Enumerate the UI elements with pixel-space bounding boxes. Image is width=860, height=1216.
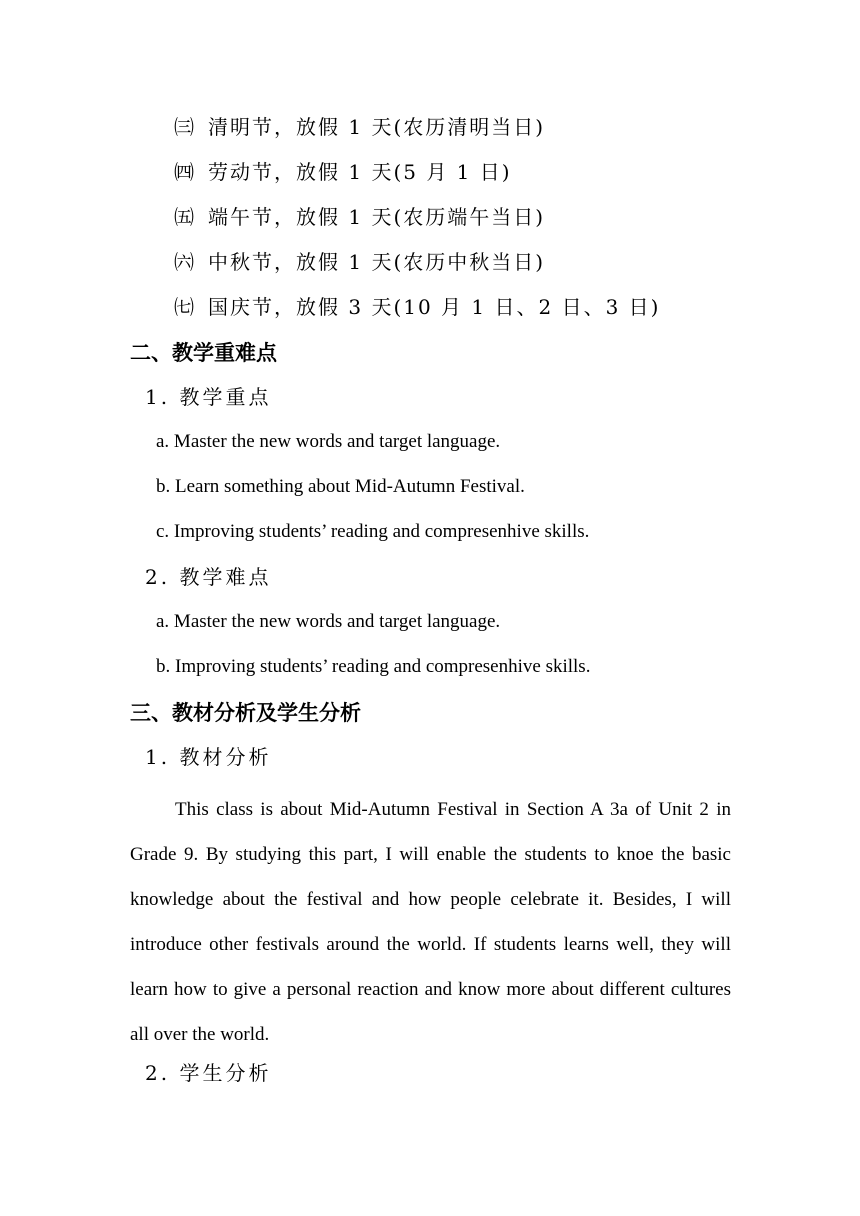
holiday-text: 端午节，放假 1 天(农历端午当日): [208, 205, 546, 229]
holiday-text: 中秋节，放假 1 天(农历中秋当日): [208, 250, 546, 274]
section-heading-analysis: 三、教材分析及学生分析: [130, 701, 361, 725]
list-item: b. Improving students’ reading and compresenhive skills.: [156, 656, 591, 677]
list-marker: ㈦: [174, 295, 196, 319]
analysis-paragraph: This class is about Mid-Autumn Festival in Section A 3a of Unit 2 in Grade 9. By studying this part, I will enable the students to knoe the basic knowledge about the festival and how people celebrate it. Besides, I will introduce other festivals around the world. If students learns well, they will learn how to give a personal reaction and know more about different cultures all over the world.: [130, 799, 731, 1045]
list-item: b. Learn something about Mid-Autumn Festival.: [156, 476, 525, 497]
subheading-focus: 1. 教学重点: [145, 385, 272, 409]
holiday-item: [174, 202, 545, 232]
subheading-student-analysis: 2. 学生分析: [145, 1061, 272, 1085]
list-marker: ㈤: [174, 205, 196, 229]
list-item: a. Master the new words and target language.: [156, 431, 501, 452]
list-marker: ㈢: [174, 115, 196, 139]
list-item: a. Master the new words and target language.: [156, 611, 501, 632]
section-heading-key-points: 二、教学重难点: [130, 341, 277, 365]
holiday-item: [174, 157, 512, 187]
holiday-text: 国庆节，放假 3 天(10 月 1 日、2 日、3 日): [208, 295, 661, 319]
subheading-textbook-analysis: 1. 教材分析: [145, 745, 272, 769]
subheading-difficulty: 2. 教学难点: [145, 565, 272, 589]
holiday-text: 劳动节，放假 1 天(5 月 1 日): [208, 160, 512, 184]
list-marker: ㈥: [174, 250, 196, 274]
list-marker: ㈣: [174, 160, 196, 184]
holiday-item: [174, 247, 545, 277]
holiday-item: [174, 112, 545, 142]
holiday-text: 清明节，放假 1 天(农历清明当日): [208, 115, 546, 139]
holiday-item: [174, 292, 660, 322]
list-item: c. Improving students’ reading and compresenhive skills.: [156, 521, 590, 542]
